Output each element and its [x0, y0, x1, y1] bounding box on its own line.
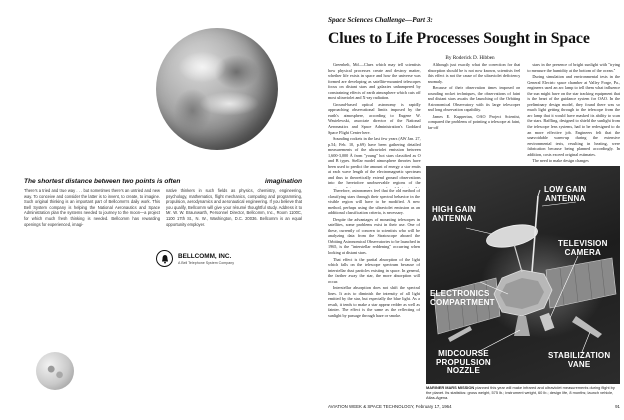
moon-image — [36, 352, 74, 390]
paragraph: Although just exactly what the correction for that absorption should be is not now known, scientists feel this effect is not the cause of the ultraviolet deficiency anomaly. — [427, 62, 521, 84]
paragraph: Interstellar absorption does not shift the spectral lines. It acts to diminish the intensity of all light emitted by the star, but especially the blue light. As a result, it tends to make a star appear redder as well as fainter. The effect is the same as the reflecting of sunlight by passage through haze or smoke. — [328, 285, 420, 319]
logo-subtitle: A Bell Telephone System Company — [178, 260, 235, 265]
page-number: 91 — [615, 404, 620, 409]
label-midcourse-propulsion-nozzle: MIDCOURSE PROPULSION NOZZLE — [436, 349, 491, 376]
label-television-camera: TELEVISION CAMERA — [558, 239, 608, 257]
paragraph: Because of their observation times imposed on sounding rocket techniques, the observations of faint and distant stars awaits the launching of the Orbiting Astronomical Observatory with its large telescopes and long observation capability. — [427, 85, 521, 113]
ad-headline-right: imagination — [265, 178, 302, 185]
ad-headline-left: The shortest distance between two points is often — [24, 178, 181, 185]
ad-body — [24, 188, 302, 227]
earth-image — [156, 28, 278, 150]
paragraph: Greenbelt, Md.—Clues which may tell scientists how physical processes create and destroy matter, whether life exists in space and how the universe was formed are developing as satellite-mounted telescopes focus on distant stars and galaxies unhampered by constraining effects of earth atmosphere which cuts off most ultraviolet and X-ray radiation. — [328, 62, 421, 101]
paragraph: Sounding rockets in the last few years (AW Jan. 27, p.54; Feb. 10, p.69) have been gathering detailed measurements of the ultraviolet emission between 1,600-3,000 Å from "young" hot stars classified as O and B types. Stellar model atmosphere theories have been used to predict the amount of energy a star emits at each wave length of the electromagnetic spectrum and thus to theoretically extend ground observations into the heretofore unobservable regions of the — [328, 136, 421, 186]
article-column-1 — [328, 62, 421, 188]
paragraph: Therefore, astronomers feel that the old method of classifying stars through their spectral behavior in the visible region will have to be modified. A new method, perhaps using the ultraviolet emission as an additional classification criteria, is necessary. — [328, 188, 420, 216]
ad-body-column-2: native thinkers in such fields as physics, chemistry, engineering, psychology, mathematics, flight mechanics, computing and programming, propulsion, aerodynamics and aeronautical engineering. If you believe that you qualify, Bellcomm will give your résumé thoughtful study. Address it to Mr. W. W. Braunwarth, Personnel Director, Bellcomm, Inc., Room 1100C, 1100 17th St., N. W., Washington, D.C. 20036. Bellcomm is an equal opportunity employer. — [166, 188, 302, 227]
article-column-1-continued — [328, 188, 420, 378]
paragraph: James E. Kupperian, OAO Project Scientist, compared the problems of pointing a telescope at faint, far-off — [427, 113, 521, 131]
caption-title: MARINER MARS MISSION — [426, 385, 475, 390]
paragraph: The need to make design changes — [532, 158, 589, 164]
page-footer — [328, 404, 620, 409]
logo-name: BELLCOMM, INC. — [178, 252, 232, 260]
series-heading: Space Sciences Challenge—Part 3: — [328, 16, 433, 24]
article-title: Clues to Life Processes Sought in Space — [328, 30, 590, 47]
paragraph: stars in the presence of bright sunlight with "trying to measure the humidity at the bottom of the ocean." — [527, 62, 621, 73]
label-high-gain-antenna: HIGH GAIN ANTENNA — [432, 205, 477, 223]
caption-text: planned this year will make infrared and ultraviolet measurements during flight by the planet. Its statistics: gross weight, 575 lb.; instrument weight, 60 lb.; design life, 8 months; launch vehicle, Atlas-Agena. — [426, 385, 615, 400]
photo-caption — [426, 386, 620, 400]
ad-headline — [24, 178, 302, 185]
paragraph: During simulation and environmental tests in the General Electric space chamber at Valley Forge, Pa., engineers used an arc lamp to tell them what influence the sun might have on the star tracking equipment that is the heart of the guidance system for OAO. In the preliminary design model, they found there was so much light getting through to the telescope from the arc lamp that it would have masked its ability to scan the stars. Baffling, designed to shield the sunlight from the telescope lens systems, had to be redesigned to do an more effective job. Engineers felt that the unavoidable warm-up during the extensive environmental tests, resulting in heating, were fabrication because being planned accordingly. In addition, costs exceed original estimates. — [527, 74, 621, 157]
paragraph: That effect is the partial absorption of the light which falls on the telescope spectrum because of interstellar dust particles existing in space. In general, the farther away the star, the more absorption will occur. — [328, 256, 420, 284]
bellcomm-logo — [156, 250, 234, 267]
paragraph: Despite the advantages of mounting telescopes in satellites, some problems exist in their use. One of these, currently of concern to scientists who will be analyzing data from the Stratoscope aboard the Orbiting Astronomical Observatories to be launched in 1965, is the "interstellar reddening" occurring when looking at distant stars. — [328, 216, 420, 256]
paragraph: Ground-based optical astronomy is rapidly approaching observational limits imposed by the earth's atmosphere, according to Eugene W. Wasielewski, associate director of the National Aeronautics and Space Administration's Goddard Space Flight Center here. — [328, 101, 421, 135]
ad-body-column-1: There's a tried and true way . . . but sometimes there's an untried and new way. To conceive and consider the latter is to invent, to create, to imagine. Such original thinking is an important part of Bellcomm's daily work. This Bell System company is helping the National Aeronautics and Space Administration plan the systems needed to journey to the moon—a project for which much fresh thinking is needed. Bellcomm has rewarding openings for experienced, imagi- — [24, 188, 160, 227]
label-low-gain-antenna: LOW GAIN ANTENNA — [544, 185, 587, 203]
mariner-spacecraft-photo — [426, 166, 620, 384]
label-electronics-compartment: ELECTRONICS COMPARTMENT — [430, 289, 495, 307]
bell-icon — [156, 250, 173, 267]
publication-line: AVIATION WEEK & SPACE TECHNOLOGY, February 17, 1964 — [328, 404, 452, 409]
article-page — [316, 0, 624, 420]
label-stabilization-vane: STABILIZATION VANE — [548, 351, 611, 369]
byline: By Roderick D. Hibben — [445, 55, 495, 61]
